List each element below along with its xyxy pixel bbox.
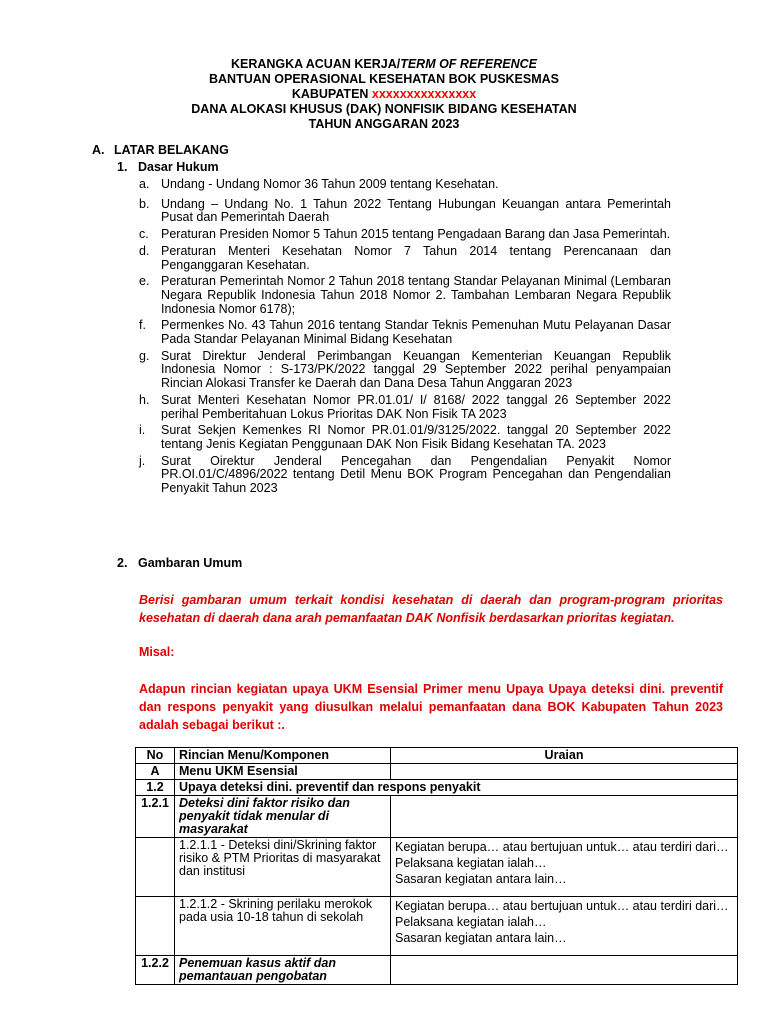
section-a-heading: A. LATAR BELAKANG: [92, 143, 229, 157]
table-row: [136, 796, 738, 838]
example-paragraph: Adapun rincian kegiatan upaya UKM Esensial Primer menu Upaya Upaya deteksi dini. preventif dan respons penyakit yang diusulkan melalui pemanfaatan dana BOK Kabupaten Tahun 2023 adalah sebagai berikut :.: [139, 682, 723, 732]
cell-no: [136, 838, 175, 897]
header-line-4: DANA ALOKASI KHUSUS (DAK) NONFISIK BIDANG KESEHATAN: [191, 102, 577, 116]
table-row: [136, 956, 738, 985]
cell-uraian: Kegiatan berupa… atau bertujuan untuk… atau terdiri dari… Pelaksana kegiatan ialah… Sasaran kegiatan antara lain…: [391, 838, 738, 897]
subsection-dasar-hukum-heading: 1. Dasar Hukum: [117, 160, 219, 174]
cell-no: 1.2.1: [136, 796, 175, 838]
list-item: d. Peraturan Menteri Kesehatan Nomor 7 Tahun 2014 tentang Perencanaan dan Penganggaran Kesehatan.: [139, 243, 671, 272]
table-row: [136, 897, 738, 956]
header-line-5: TAHUN ANGGARAN 2023: [308, 117, 460, 131]
list-item: i. Surat Sekjen Kemenkes RI Nomor PR.01.01/9/3125/2022. tanggal 20 September 2022 tentang Jenis Kegiatan Penggunaan DAK Non Fisik Bidang Kesehatan TA. 2023: [139, 423, 671, 451]
cell-uraian: [391, 796, 738, 838]
table-row: [136, 838, 738, 897]
cell-uraian: [391, 956, 738, 985]
header-line-1: KERANGKA ACUAN KERJA/TERM OF REFERENCE: [230, 57, 538, 71]
cell-no: [136, 897, 175, 956]
list-item: c. Peraturan Presiden Nomor 5 Tahun 2015 tentang Pengadaan Barang dan Jasa Pemerintah.: [139, 227, 671, 242]
cell-menu: 1.2.1.1 - Deteksi dini/Skrining faktor risiko & PTM Prioritas di masyarakat dan institusi: [175, 838, 391, 897]
column-header-rincian: Rincian Menu/Komponen: [175, 748, 391, 764]
subsection-gambaran-umum-heading: 2. Gambaran Umum: [117, 556, 243, 570]
list-item: h. Surat Menteri Kesehatan Nomor PR.01.01/ I/ 8168/ 2022 tanggal 26 September 2022 perihal Pemberitahuan Lokus Prioritas DAK Non Fisik TA 2023: [139, 392, 671, 421]
cell-menu: Upaya deteksi dini. preventif dan respons penyakit: [175, 780, 738, 796]
list-item: b. Undang – Undang No. 1 Tahun 2022 Tentang Hubungan Keuangan antara Pemerintah Pusat dan Pemerintah Daerah: [139, 196, 671, 225]
table-row: [136, 780, 738, 796]
gambaran-umum-instruction: Berisi gambaran umum terkait kondisi kesehatan di daerah dan program-program prioritas kesehatan di daerah dana arah pemanfaatan DAK Nonfisik berdasarkan prioritas kegiatan.: [139, 593, 723, 625]
column-header-uraian: Uraian: [391, 748, 738, 764]
column-header-no: No: [136, 748, 175, 764]
header-line-3: KABUPATEN xxxxxxxxxxxxxxx: [291, 87, 477, 101]
cell-no: 1.2: [136, 780, 175, 796]
cell-no: 1.2.2: [136, 956, 175, 985]
list-item: g. Surat Direktur Jenderal Perimbangan Keuangan Kementerian Keuangan Republik Indonesia Nomor : S-173/PK/2022 tanggal 29 September 2022 perihal penyampaian Rincian Alokasi Transfer ke Daerah dan Dana Desa Tahun Anggaran 2023: [139, 348, 671, 391]
list-item: e. Peraturan Pemerintah Nomor 2 Tahun 2018 tentang Standar Pelayanan Minimal (Lembaran Negara Republik Indonesia Tahun 2018 Nomor 2. Tambahan Lembaran Negara Republik Indonesia Nomor 6178);: [139, 274, 671, 316]
cell-menu: Penemuan kasus aktif dan pemantauan pengobatan: [175, 956, 391, 985]
cell-menu: 1.2.1.2 - Skrining perilaku merokok pada usia 10-18 tahun di sekolah: [175, 897, 391, 956]
cell-menu: Deteksi dini faktor risiko dan penyakit tidak menular di masyarakat: [175, 796, 391, 838]
legal-basis-list: [139, 178, 671, 499]
placeholder-kabupaten: xxxxxxxxxxxxxxx: [371, 87, 477, 101]
cell-uraian: [391, 764, 738, 780]
cell-uraian: Kegiatan berupa… atau bertujuan untuk… atau terdiri dari… Pelaksana kegiatan ialah… Sasaran kegiatan antara lain…: [391, 897, 738, 956]
cell-no: A: [136, 764, 175, 780]
table-header-row: [136, 748, 738, 764]
list-item: j. Surat Oirektur Jenderal Pencegahan dan Pengendalian Penyakit Nomor PR.OI.01/C/4896/2022 tentang Detil Menu BOK Program Pencegahan dan Pengendalian Penyakit Tahun 2023: [139, 453, 671, 496]
activity-table: [135, 747, 738, 985]
table-row: [136, 764, 738, 780]
list-item: f. Permenkes No. 43 Tahun 2016 tentang Standar Teknis Pemenuhan Mutu Pelayanan Dasar Pada Standar Pelayanan Minimal Bidang Kesehatan: [139, 318, 671, 347]
list-item: a. Undang - Undang Nomor 36 Tahun 2009 tentang Kesehatan.: [139, 177, 499, 191]
cell-menu: Menu UKM Esensial: [175, 764, 391, 780]
header-line-2: BANTUAN OPERASIONAL KESEHATAN BOK PUSKESMAS: [208, 72, 560, 86]
misal-label: Misal:: [139, 645, 175, 659]
document-header: [0, 57, 768, 132]
